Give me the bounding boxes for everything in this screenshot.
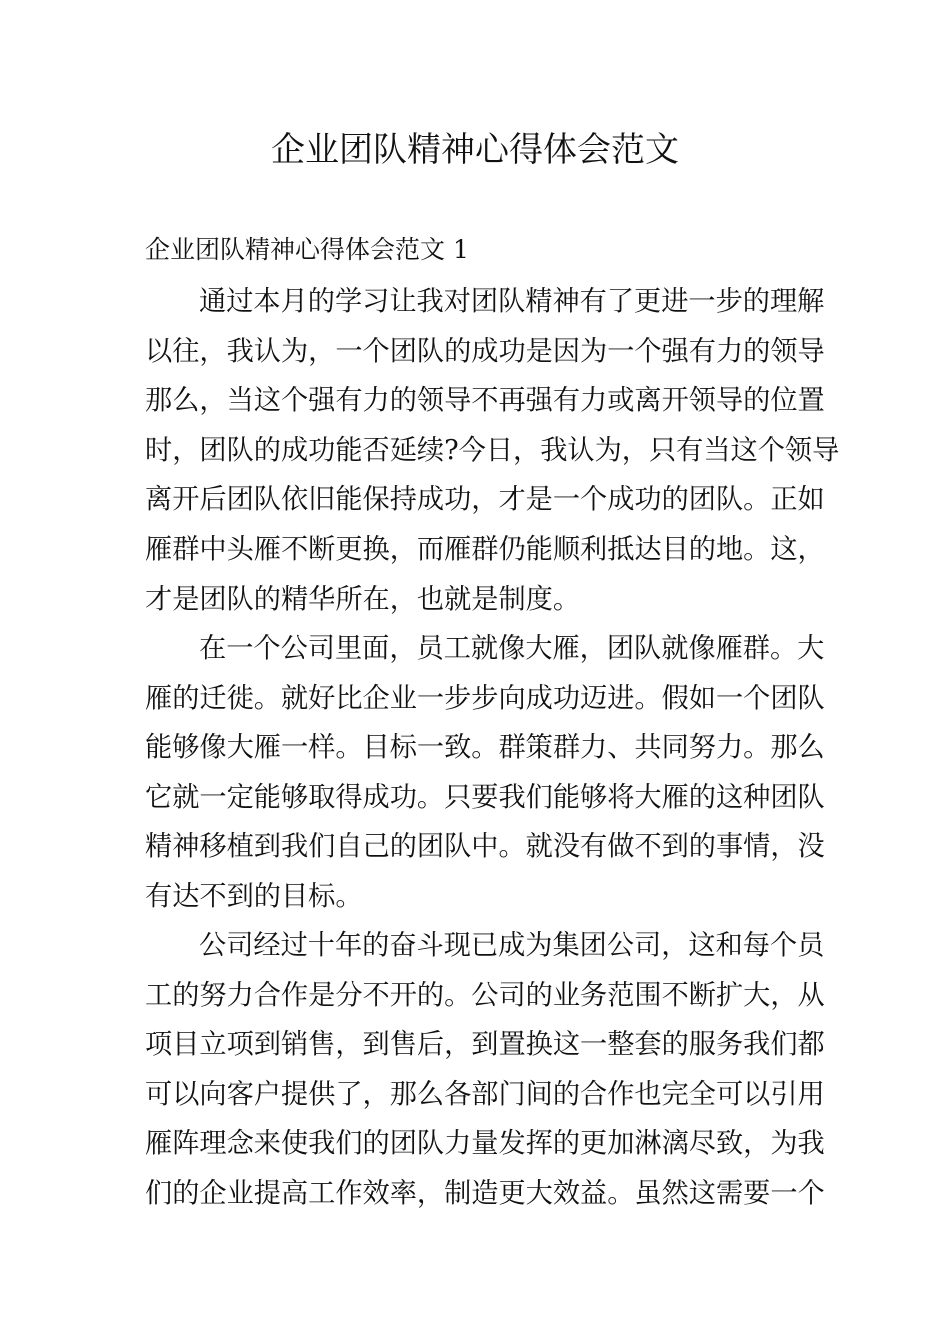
paragraph-line: 时，团队的成功能否延续?今日，我认为，只有当这个领导 <box>145 434 840 466</box>
paragraph-line: 它就一定能够取得成功。只要我们能够将大雁的这种团队 <box>145 781 825 813</box>
paragraph-line: 项目立项到销售，到售后，到置换这一整套的服务我们都 <box>145 1029 825 1061</box>
paragraph-line: 工的努力合作是分不开的。公司的业务范围不断扩大，从 <box>145 979 825 1011</box>
paragraph-line: 雁群中头雁不断更换，而雁群仍能顺利抵达目的地。这， <box>145 533 825 565</box>
paragraph-line: 通过本月的学习让我对团队精神有了更进一步的理解 <box>199 286 825 317</box>
paragraph-line: 以往，我认为，一个团队的成功是因为一个强有力的领导 <box>145 335 825 367</box>
section-heading: 企业团队精神心得体会范文 1 <box>145 235 469 264</box>
paragraph-line: 有达不到的目标。 <box>145 880 363 912</box>
paragraph-3 <box>145 921 825 1219</box>
paragraph-line: 能够像大雁一样。目标一致。群策群力、共同努力。那么 <box>145 732 825 764</box>
paragraph-line: 们的企业提高工作效率，制造更大效益。虽然这需要一个 <box>145 1177 825 1209</box>
paragraph-line: 公司经过十年的奋斗现已成为集团公司，这和每个员 <box>199 930 825 961</box>
paragraph-1 <box>145 277 840 624</box>
paragraph-line: 精神移植到我们自己的团队中。就没有做不到的事情，没 <box>145 831 825 863</box>
paragraph-line: 在一个公司里面，员工就像大雁，团队就像雁群。大 <box>199 633 825 664</box>
document-title: 企业团队精神心得体会范文 <box>271 130 679 170</box>
paragraph-line: 雁的迁徙。就好比企业一步步向成功迈进。假如一个团队 <box>145 682 825 714</box>
paragraph-line: 离开后团队依旧能保持成功，才是一个成功的团队。正如 <box>145 484 825 516</box>
paragraph-2 <box>145 624 825 922</box>
paragraph-line: 雁阵理念来使我们的团队力量发挥的更加淋漓尽致，为我 <box>145 1128 825 1160</box>
paragraph-line: 才是团队的精华所在，也就是制度。 <box>145 583 581 615</box>
paragraph-line: 那么，当这个强有力的领导不再强有力或离开领导的位置 <box>145 385 825 417</box>
paragraph-line: 可以向客户提供了，那么各部门间的合作也完全可以引用 <box>145 1078 825 1110</box>
